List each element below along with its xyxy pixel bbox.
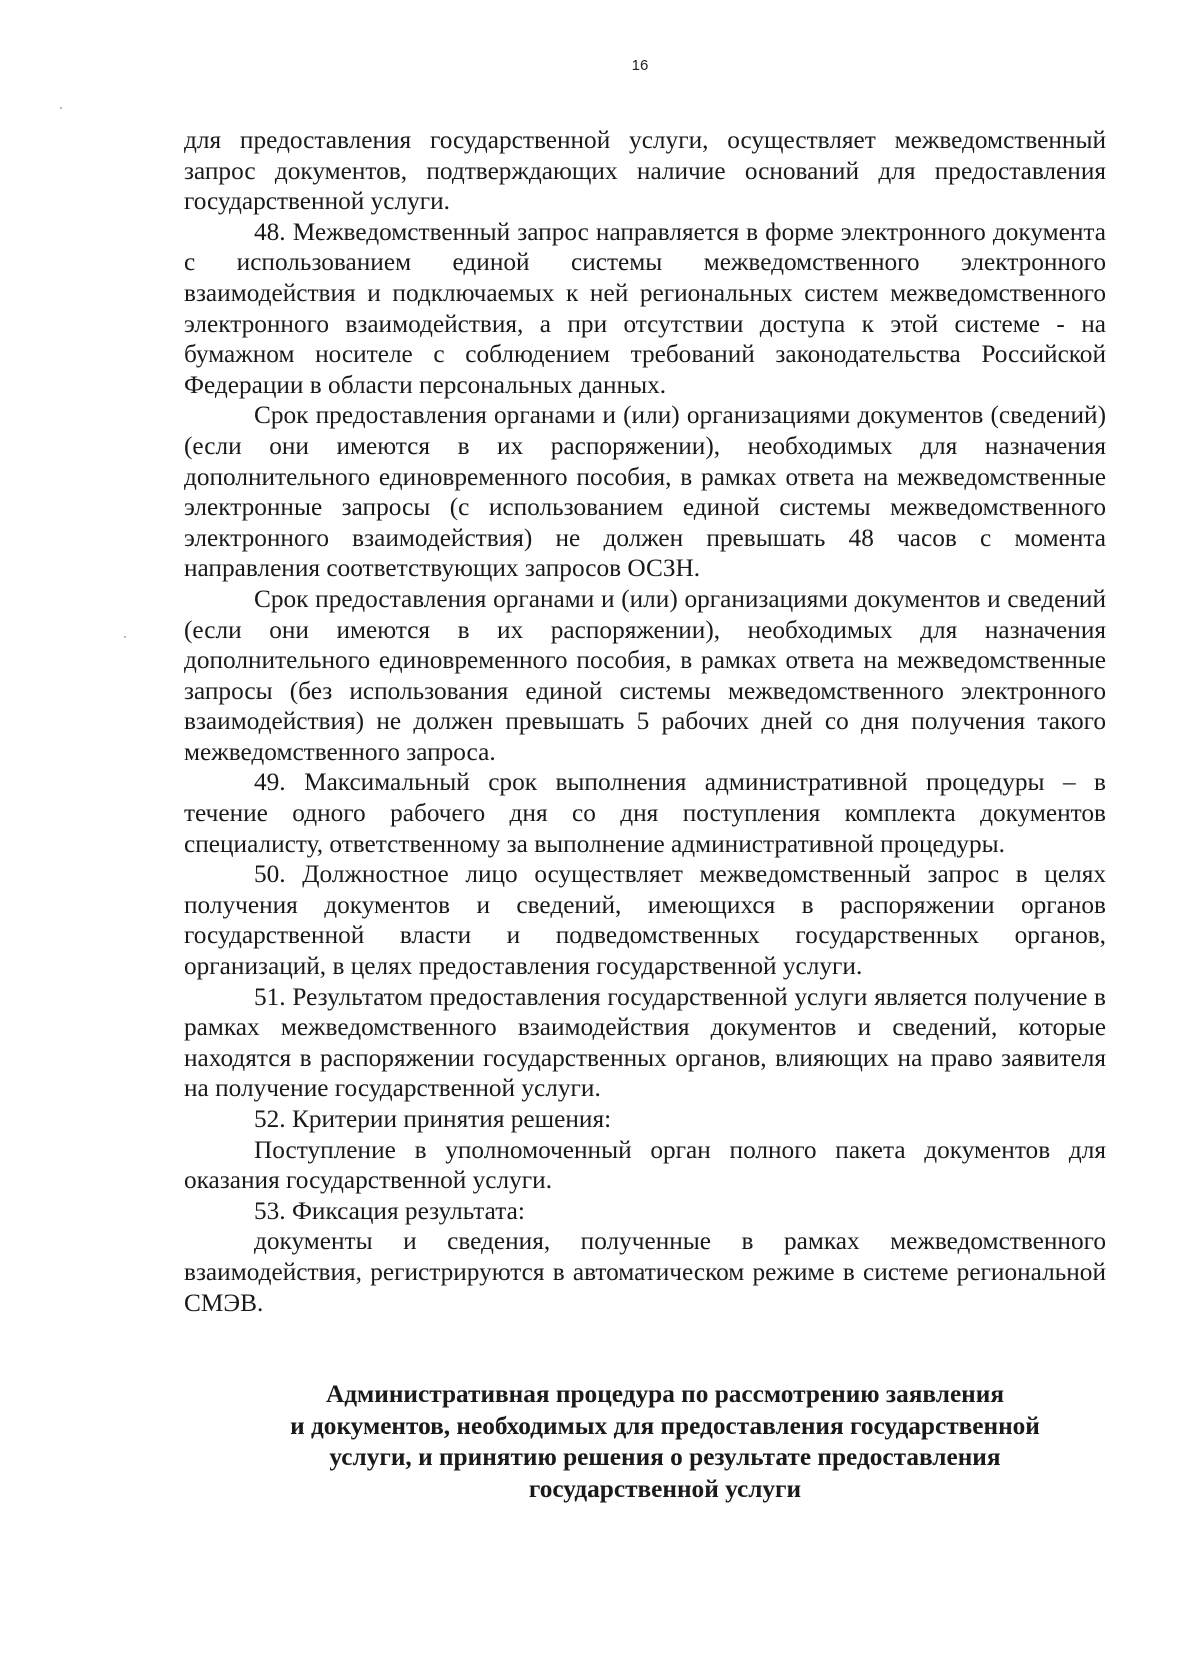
paragraph-continuation: для предоставления государственной услуги, осуществляет межведомственный запрос документов, подтверждающих наличие оснований для предоставления государственной услуги. xyxy=(184,126,1106,216)
paragraph-item-52: 52. Критерии принятия решения: xyxy=(254,1105,612,1133)
document-body xyxy=(184,125,1106,1318)
paragraph-paper-deadline: Срок предоставления органами и (или) организациями документов и сведений (если они имеются в их распоряжении), необходимых для назначения дополнительного единовременного пособия, в рамках ответа на межведомственные запросы (без использования единой системы межведомственного электронного взаимодействия) не должен превышать 5 рабочих дней со дня получения такого межведомственного запроса. xyxy=(184,584,1106,766)
paragraph-electronic-deadline: Срок предоставления органами и (или) организациями документов (сведений) (если они имеются в их распоряжении), необходимых для назначения дополнительного единовременного пособия, в рамках ответа на межведомственные электронные запросы (с использованием единой системы межведомственного электронного взаимодействия) не должен превышать 48 часов с момента направления соответствующих запросов ОСЗН. xyxy=(184,401,1106,583)
heading-line: и документов, необходимых для предоставления государственной xyxy=(290,1411,1040,1440)
heading-line: услуги, и принятию решения о результате предоставления xyxy=(329,1443,1001,1471)
paragraph-item-48: 48. Межведомственный запрос направляется в форме электронного документа с использованием единой системы межведомственного электронного взаимодействия и подключаемых к ней региональных систем межведомственного электронного взаимодействия, а при отсутствии доступа к этой системе - на бумажном носителе с соблюдением требований законодательства Российской Федерации в области персональных данных. xyxy=(184,217,1106,399)
paragraph-item-49: 49. Максимальный срок выполнения административной процедуры – в течение одного рабочего дня со дня поступления комплекта документов специалисту, ответственному за выполнение административной процедуры. xyxy=(184,768,1106,858)
scan-artifact xyxy=(60,107,62,109)
section-heading xyxy=(240,1379,1090,1505)
page-number: 16 xyxy=(631,57,649,74)
paragraph-result-fixation: документы и сведения, полученные в рамках межведомственного взаимодействия, регистрируются в автоматическом режиме в системе региональной СМЭВ. xyxy=(184,1227,1106,1317)
paragraph-item-50: 50. Должностное лицо осуществляет межведомственный запрос в целях получения документов и сведений, имеющихся в распоряжении органов государственной власти и подведомственных государственных органов, организаций, в целях предоставления государственной услуги. xyxy=(184,860,1106,981)
scan-artifact xyxy=(124,636,126,638)
heading-line: Административная процедура по рассмотрению заявления xyxy=(325,1380,1005,1408)
paragraph-item-53: 53. Фиксация результата: xyxy=(254,1196,525,1225)
paragraph-item-51: 51. Результатом предоставления государственной услуги является получение в рамках межведомственного взаимодействия документов и сведений, которые находятся в распоряжении государственных органов, влияющих на право заявителя на получение государственной услуги. xyxy=(184,982,1106,1103)
heading-line: государственной услуги xyxy=(528,1474,802,1503)
paragraph-decision-criteria: Поступление в уполномоченный орган полного пакета документов для оказания государственной услуги. xyxy=(184,1135,1106,1195)
